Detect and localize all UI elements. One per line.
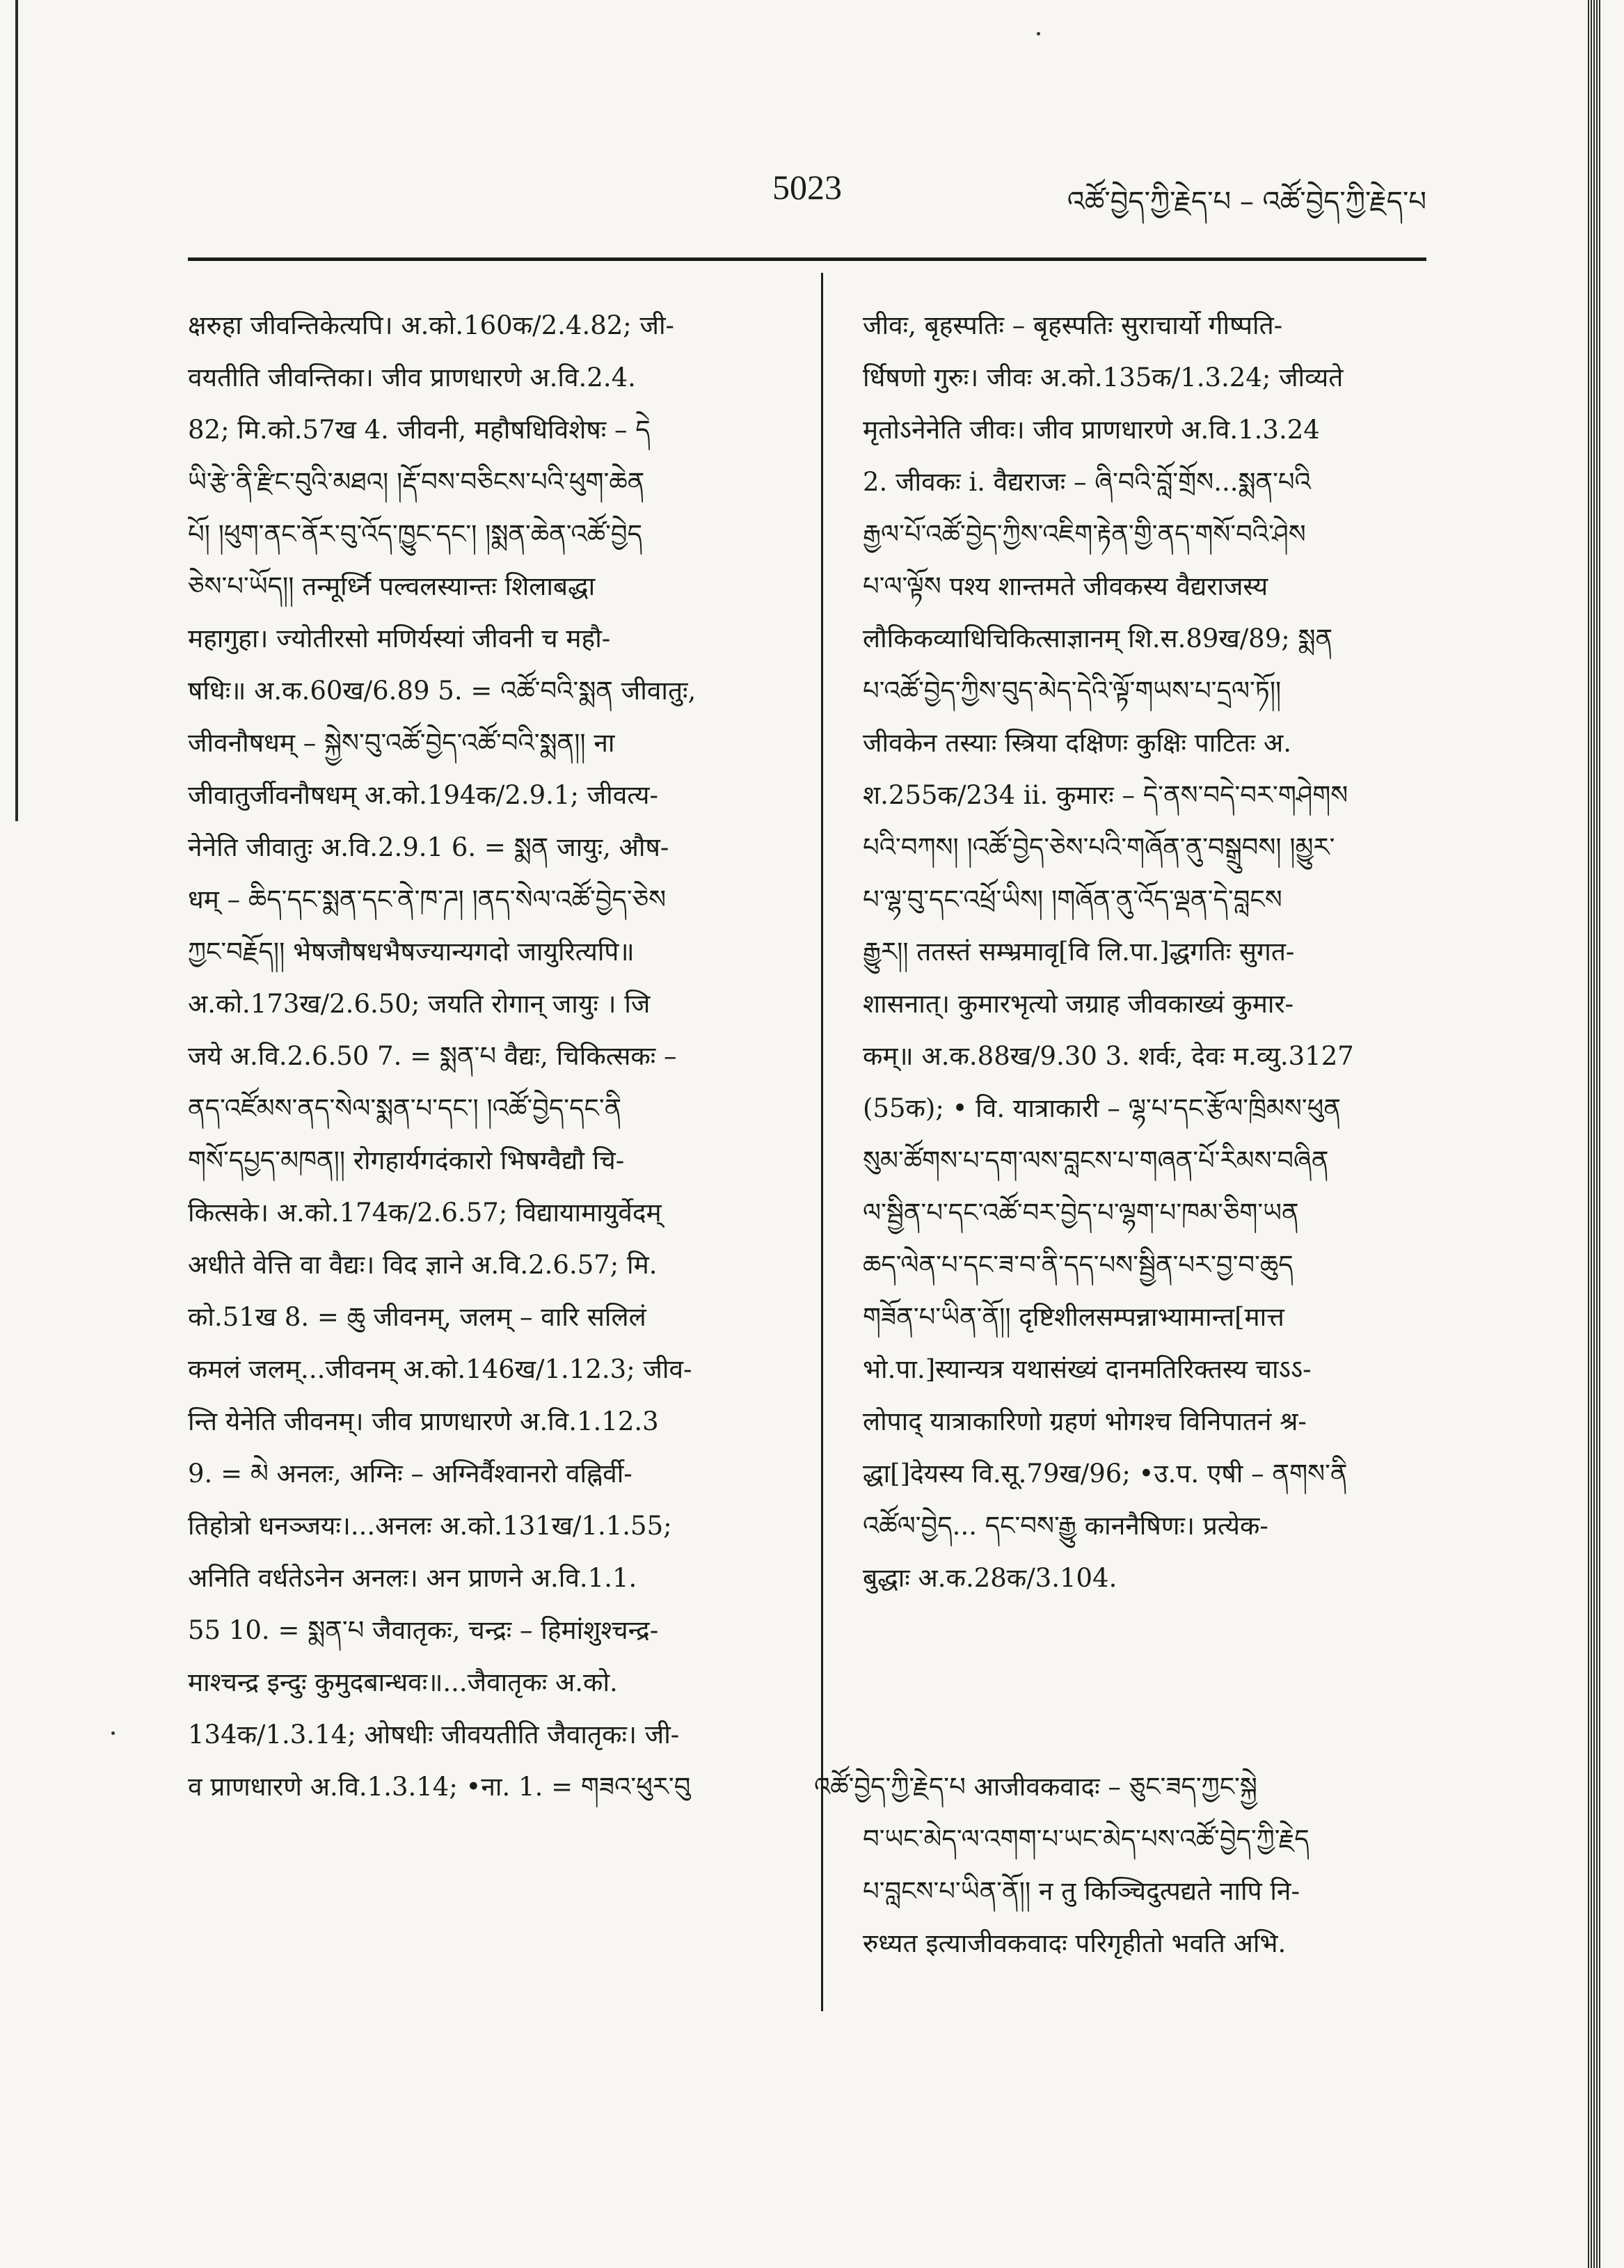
text-line: व प्राणधारणे अ.वि.1.3.14; •ना. 1. = གཟའ་ཕུར་བུ — [188, 1772, 691, 1802]
page-header — [188, 167, 1426, 230]
text-line: 55 10. = སྨན་པ जैवातृकः, चन्द्रः – हिमांशुश्चन्द्र- — [188, 1615, 659, 1645]
text-line: जये अ.वि.2.6.50 7. = སྨན་པ वैद्यः, चिकित्सकः – — [188, 1041, 677, 1071]
text-line: तिहोत्रो धनञ्जयः।...अनलः अ.को.131ख/1.1.55; — [188, 1511, 672, 1541]
text-line: रुध्यत इत्याजीवकवादः परिगृहीतो भवति अभि. — [863, 1928, 1287, 1958]
text-line: ཡི་རྩེ་ནི་རྫིང་བུའི་མཐའ། །རྡོ་བས་བཅིངས་པའི་ཕུག་ཆེན — [188, 467, 645, 497]
text-line: 134क/1.3.14; ओषधीः जीवयतीति जैवातृकः। जी- — [188, 1720, 680, 1750]
text-line: 2. जीवकः i. वैद्यराजः – ཞི་བའི་བློ་གྲོས...སྨན་པའི — [863, 467, 1311, 497]
text-line: ནད་འཛོམས་ནད་སེལ་སྨན་པ་དང་། །འཚོ་བྱེད་དང་ནི — [188, 1093, 622, 1123]
left-column — [188, 299, 779, 1813]
text-line: श.255क/234 ii. कुमारः – དེ་ནས་བདེ་བར་གཤེགས — [863, 780, 1348, 810]
text-line: པོ། །ཕུག་ནང་ནོར་བུ་འོད་ཁྱུང་དང་། །སྨན་ཆེན་འཚོ་བྱེད — [188, 519, 643, 549]
text-line: ཅེས་པ་ཡོད།། तन्मूर्ध्नि पल्वलस्यान्तः शिलाबद्धा — [188, 571, 596, 601]
text-line: लौकिकव्याधिचिकित्साज्ञानम् शि.स.89ख/89; སྨན — [863, 624, 1333, 653]
text-line: न्ति येनेति जीवनम्। जीव प्राणधारणे अ.वि.1.12.3 — [188, 1406, 659, 1436]
text-line: སུམ་ཚོགས་པ་དག་ལས་བླངས་པ་གཞན་པོ་རིམས་བཞིན — [863, 1145, 1329, 1175]
text-line: जीवातुर्जीवनौषधम् अ.को.194क/2.9.1; जीवत्य- — [188, 780, 659, 810]
text-line: རྒྱུར།། ततस्तं सम्भ्रमावृ[वि लि.पा.]द्धगतिः सुगत- — [863, 937, 1295, 967]
text-line: कम्॥ अ.क.88ख/9.30 3. शर्वः, देवः म.व्यु.3127 — [863, 1041, 1354, 1071]
text-line: धम् – ཆིད་དང་སྨན་དང་ནེ་ཁ་ཌ། །ནད་སེལ་འཚོ་བྱེད་ཅེས — [188, 885, 667, 914]
text-line: འཚོལ་བྱེད... དང་བས་རྒྱུ काननैषिणः। प्रत्येक- — [863, 1511, 1268, 1541]
text-line: महागुहा। ज्योतीरसो मणिर्यस्यां जीवनी च महौ- — [188, 624, 611, 653]
text-line: शासनात्। कुमारभृत्यो जग्राह जीवकाख्यं कुमार- — [863, 989, 1294, 1019]
text-line: རྒྱལ་པོ་འཚོ་བྱེད་ཀྱིས་འཇིག་རྟེན་གྱི་ནད་གསོ་བའི་ཤེས — [863, 519, 1306, 549]
dictionary-entry — [814, 1761, 1426, 1969]
text-line: माश्चन्द्र इन्दुः कुमुदबान्धवः॥...जैवातृकः अ.को. — [188, 1667, 618, 1697]
text-line: कित्सके। अ.को.174क/2.6.57; विद्यायामायुर्वेदम् — [188, 1198, 662, 1228]
text-line: लोपाद् यात्राकारिणो ग्रहणं भोगश्च विनिपातनं श्र- — [863, 1406, 1307, 1436]
text-line: क्षरुहा जीवन्तिकेत्यपि। अ.को.160क/2.4.82; जी- — [188, 310, 675, 340]
text-line: मृतोऽनेनेति जीवः। जीव प्राणधारणे अ.वि.1.3.24 — [863, 415, 1320, 445]
text-line: कमलं जलम्...जीवनम् अ.को.146ख/1.12.3; जीव- — [188, 1354, 692, 1384]
text-line: པ་འཚོ་བྱེད་ཀྱིས་བུད་མེད་དེའི་ལྟོ་གཡས་པ་དྲལ་ཏོ།། — [863, 676, 1282, 706]
text-line: པ་ལྷ་བུ་དང་འཕྲོ་ཡིས། །གཞོན་ནུ་འོད་ལྡན་དེ་བླངས — [863, 885, 1282, 914]
text-line: གཟོན་པ་ཡིན་ནོ།། दृष्टिशीलसम्पन्नाभ्यामान्त[मात्त — [863, 1302, 1284, 1332]
text-line: གསོ་དཔྱད་མཁན།། रोगहार्यगदंकारो भिषग्वैद्यौ चि- — [188, 1145, 625, 1175]
text-line: जीवकेन तस्याः स्त्रिया दक्षिणः कुक्षिः पाटितः अ. — [863, 728, 1291, 758]
page-number: 5023 — [772, 168, 842, 207]
page-edge-left — [15, 0, 18, 821]
speck — [111, 1731, 115, 1735]
text-line: अनिति वर्धतेऽनेन अनलः। अन प्राणने अ.वि.1.1. — [188, 1563, 637, 1593]
text-line: ཆད་ལེན་པ་དང་ཟ་བ་ནི་དད་པས་སྦྱིན་པར་བྱ་བ་ཆུད — [863, 1250, 1293, 1280]
text-line: द्धा[]देयस्य वि.सू.79ख/96; •उ.प. एषी – ནགས་ནི — [863, 1459, 1348, 1489]
speck — [1037, 32, 1040, 35]
text-line: भो.पा.]स्यान्यत्र यथासंख्यं दानमतिरिक्तस्य चाऽऽ- — [863, 1354, 1312, 1384]
text-line: जीवनौषधम् – སྐྱེས་བུ་འཚོ་བྱེད་འཚོ་བའི་སྨན།། ना — [188, 728, 615, 758]
running-head: འཚོ་བྱེད་ཀྱི་རྗེད་པ – འཚོ་བྱེད་ཀྱི་རྗེད་པ — [1067, 186, 1426, 218]
text-line: नेनेति जीवातुः अ.वि.2.9.1 6. = སྨན जायुः, औष- — [188, 832, 669, 862]
text-line: པའི་བཀས། །འཚོ་བྱེད་ཅེས་པའི་གཞོན་ནུ་བསྒྲུབས། །མྱུར་ — [863, 832, 1335, 862]
text-line: པ་ལ་ལྟོས पश्य शान्तमते जीवकस्य वैद्यराजस्य — [863, 571, 1268, 601]
text-line: བ་ཡང་མེད་ལ་འགག་པ་ཡང་མེད་པས་འཚོ་བྱེད་ཀྱི་རྗེད — [863, 1824, 1309, 1854]
text-line: (55क); • वि. यात्राकारी – ལྷ་པ་དང་རྩོལ་ཁྲིམས་ཕུན — [863, 1093, 1342, 1123]
text-line: པ་བླངས་པ་ཡིན་ནོ།། न तु किञ्चिदुत्पद्यते नापि नि- — [863, 1876, 1300, 1906]
text-line: ཀྱང་བརྗོད།། भेषजौषधभैषज्यान्यगदो जायुरित्यपि॥ — [188, 937, 635, 967]
column-divider — [821, 273, 823, 2011]
right-column — [863, 299, 1426, 1604]
text-line: वयतीति जीवन्तिका। जीव प्राणधारणे अ.वि.2.4. — [188, 363, 636, 392]
text-line: अधीते वेत्ति वा वैद्यः। विद ज्ञाने अ.वि.2.6.57; मि. — [188, 1250, 658, 1280]
text-line: 9. = མེ अनलः, अग्निः – अग्निर्वैश्वानरो वह्निर्वी- — [188, 1459, 632, 1489]
text-line: जीवः, बृहस्पतिः – बृहस्पतिः सुराचार्यो गीष्पति- — [863, 310, 1283, 340]
header-rule — [188, 257, 1426, 261]
text-line: बुद्धाः अ.क.28क/3.104. — [863, 1563, 1117, 1593]
text-line: षधिः॥ अ.क.60ख/6.89 5. = འཚོ་བའི་སྨན जीवातुः, — [188, 676, 696, 706]
text-line: र्धिषणो गुरुः। जीवः अ.को.135क/1.3.24; जीव्यते — [863, 363, 1344, 392]
entry-headword-line: འཚོ་བྱེད་ཀྱི་རྗེད་པ आजीवकवादः – ཅུང་ཟད་ཀྱང་སྐྱེ — [814, 1772, 1257, 1802]
text-line: को.51ख 8. = ཆུ जीवनम्, जलम् – वारि सलिलं — [188, 1302, 646, 1332]
page-edge-right — [1588, 0, 1600, 2268]
text-line: 82; मि.को.57ख 4. जीवनी, महौषधिविशेषः – དེ — [188, 415, 651, 445]
text-line: ལ་སྦྱིན་པ་དང་འཚོ་བར་བྱེད་པ་ལྷག་པ་ཁམ་ཅིག་ཡན — [863, 1198, 1299, 1228]
text-line: अ.को.173ख/2.6.50; जयति रोगान् जायुः । जि — [188, 989, 651, 1019]
